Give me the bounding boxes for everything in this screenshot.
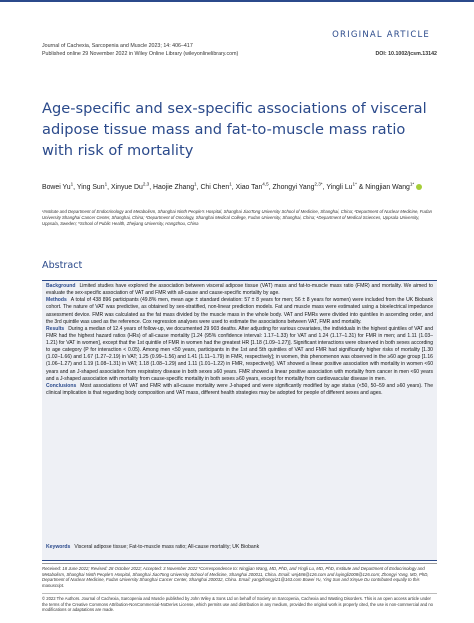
author-name[interactable]: Ying Sun (76, 184, 105, 191)
notes-divider (42, 563, 437, 564)
author-name[interactable]: Zhongyi Yang (272, 184, 315, 191)
author-name[interactable]: Yingli Lu (326, 184, 353, 191)
top-rule (0, 0, 474, 2)
abstract-background: Background Limited studies have explored the association between visceral adipose tissue (VAT) mass and fat-to-muscle mass ratio (FMR) and mortality. We aimed to evaluate the sex-specific association of VAT and FMR with all-cause and cause-specific mortality by age. (46, 283, 433, 297)
abstract-conclusions: Conclusions Most associations of VAT and FMR with all-cause mortality were J-shaped and were significantly modified by age status (<50, 50–59 and ≥60 years). The clinical implication is that regarding body composition and VAT mass, different health strategies may be adopted for people of different sexes and ages. (46, 382, 433, 396)
author-name[interactable]: Xiao Tan (235, 184, 263, 191)
orcid-icon[interactable] (416, 184, 422, 190)
author-list: Bowei Yu$^1$, Ying Sun$^1$, Xinyue Du$^{2,3}$, Haojie Zhang$^1$, Chi Chen$^1$, Xiao Tan$^{4,5}$, Zhongyi Yang$^{2,3*}$, Yingli $Lu^{1*}$ & Ningjian Wang$^{1*}$ (42, 183, 437, 193)
published-line: Published online 29 November 2022 in Wiley Online Library (wileyonlinelibrary.com) (42, 50, 239, 57)
author-name[interactable]: Bowei Yu (42, 184, 71, 191)
author-name[interactable]: Xinyue Du (111, 184, 143, 191)
doi-link[interactable]: DOI: 10.1002/jcsm.13142 (375, 50, 437, 57)
article-title: Age-specific and sex-specific associations of visceral adipose tissue mass and fat-to-muscle mass ratio with risk of mortality (42, 99, 427, 159)
affiliations: ¹Institute and Department of Endocrinology and Metabolism, Shanghai Ninth People's Hospital, Shanghai JiaoTong University School of Medicine, Shanghai, China; ²Department of Nuclear Medicine, Fudan University Shanghai Cancer Center, Shanghai, China; ³Department of Oncology, Shanghai Medical College, Fudan University, Shanghai, China; ⁴Department of Medical Sciences, Uppsala University, Uppsala, Sweden; ⁵School of Public Health, Zhejiang University, Hangzhou, China (42, 209, 432, 227)
author-name[interactable]: Ningjian Wang (365, 184, 410, 191)
abstract-box (42, 280, 437, 561)
copyright-notice: © 2022 The Authors. Journal of Cachexia, Sarcopenia and Muscle published by John Wiley & Sons Ltd on behalf of Society on Sarcopenia, Cachexia and Wasting Disorders. This is an open access article under the terms of the Creative Commons Attribution-NonCommercial-NoDerivs License, which permits use and distribution in any medium, provided the original work is properly cited, the use is non-commercial and no modifications or adaptations are made. (42, 596, 434, 612)
abstract-methods: Methods A total of 438 896 participants (49.8% men, mean age ± standard deviation: 57 ± 8 years for men; 56 ± 8 years for women) were included from the UK Biobank cohort. The nature of VAT was predictive, as obtained by sex-stratified, non-linear prediction models. Fat and muscle mass were estimated using a bioelectrical impedance assessment device. FMR was calculated as the fat mass divided by the muscle mass in the whole body. VAT and FMRs were divided into quintiles in ascending order, and the 3rd quintile was used as the reference. Cox regression analyses were used to estimate the associations between VAT, FMR and mortality. (46, 297, 433, 325)
copyright-divider (42, 593, 437, 594)
abstract-body (46, 283, 433, 397)
abstract-results: Results During a median of 12.4 years of follow-up, we documented 29 903 deaths. After adjusting for various covariates, the individuals in the highest quintiles of VAT and FMR had the highest hazard ratios (HRs) of all-cause mortality [1.24 (95% confidence interval: 1.17–1.33) for VAT and 1.24 (1.17–1.31) for FMR in men; and 1.11 (1.03–1.21) for VAT in women], except that the 1st quintile of FMR in women had the greatest HR [1.18 (1.09–1.27)]. Significant interactions were observed in both sexes according to age category (P for interaction < 0.05). Among men <50 years, participants in the 1st and 5th quintiles of VAT and FMR had significantly higher risks of mortality [1.30 (1.02–1.66) and 1.67 (1.27–2.19) in VAT; 1.25 (0.99–1.56) and 1.41 (1.11–1.79) in FMR, respectively]; in women, this phenomenon was observed in the ≥60 age group [1.16 (1.06–1.27) and 1.19 (1.08–1.31) in VAT; 1.18 (1.08–1.29) and 1.11 (1.01–1.22) in FMR, respectively]. VAT showed a linear positive association with mortality in women <60 years and an J-shaped association from respiratory disease in both sexes ≥60 years. FMR showed a linear positive association with mortality from cancer in men <60 years and a J-shaped association with mortality from cause-specific mortality in both sexes ≥60 years, except for mortality from cardiovascular disease in men. (46, 325, 433, 382)
abstract-heading: Abstract (42, 260, 83, 271)
correspondence-notes: Received: 18 June 2022; Revised: 28 October 2022; Accepted: 3 November 2022 *Correspondence to: Ningjian Wang, MD, PhD, and Yingli Lu, MD, PhD, Institute and Department of Endocrinology and Metabolism, Shanghai Ninth People's Hospital, Shanghai JiaoTong University School of Medicine, Shanghai 200011, China. Email: wnj486@126.com and luyingli2008@126.com; Zhongyi Yang, MD, PhD, Department of Nuclear Medicine, Fudan University Shanghai Cancer Center, Shanghai 200032, China. Email: yangzhongyi21@163.com Bowei Yu, Ying Sun and Xinyue Du contributed equally to this manuscript. (42, 566, 429, 589)
journal-meta (42, 43, 437, 58)
author-name[interactable]: Haojie Zhang (153, 184, 195, 191)
author-name[interactable]: Chi Chen (200, 184, 230, 191)
article-type-label: ORIGINAL ARTICLE (332, 30, 430, 40)
journal-line: Journal of Cachexia, Sarcopenia and Muscle 2023; 14: 406–417 (42, 43, 193, 49)
keywords: Keywords Visceral adipose tissue; Fat-to-muscle mass ratio; All-cause mortality; UK Biobank (46, 544, 260, 550)
